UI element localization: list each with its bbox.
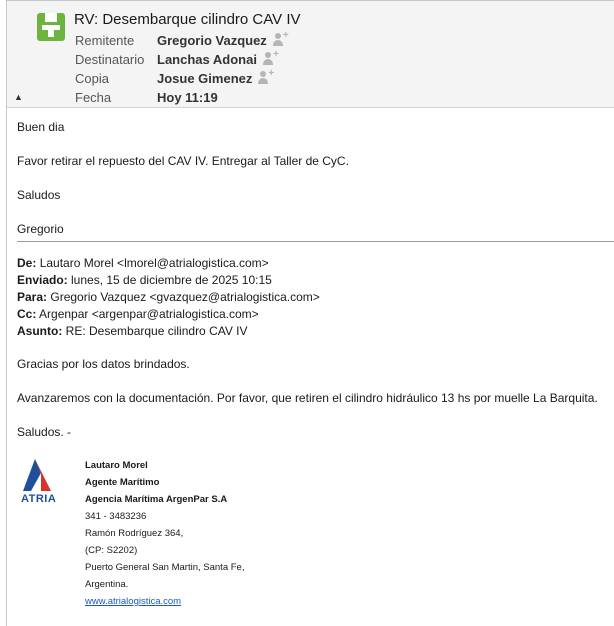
forward-subject-value: RE: Desembarque cilindro CAV IV xyxy=(65,324,248,338)
message-header xyxy=(7,1,614,108)
sig-company: Agencia Marítima ArgenPar S.A xyxy=(85,494,228,505)
add-contact-icon[interactable]: + xyxy=(273,33,291,47)
email-signature xyxy=(17,457,317,617)
header-row-remitente xyxy=(75,31,291,49)
forward-sent: Enviado: lunes, 15 de diciembre de 2025 10:15 xyxy=(17,273,272,287)
message-subject: RV: Desembarque cilindro CAV IV xyxy=(74,11,301,28)
forward-closing: Saludos. - xyxy=(17,425,72,439)
forward-body-line: Avanzaremos con la documentación. Por favor, que retiren el cilindro hidráulico 13 hs por muelle La Barquita. xyxy=(17,391,598,405)
header-row-copia xyxy=(75,69,276,87)
forward-cc: Cc: Argenpar <argenpar@atrialogistica.com> xyxy=(17,307,259,321)
header-row-destinatario xyxy=(75,50,281,68)
sig-phone: 341 - 3483236 xyxy=(85,511,147,522)
forward-cc-value: Argenpar <argenpar@atrialogistica.com> xyxy=(39,307,259,321)
body-line: Favor retirar el repuesto del CAV IV. Entregar al Taller de CyC. xyxy=(17,154,349,168)
field-label: Copia xyxy=(75,70,109,86)
forward-divider xyxy=(17,241,614,242)
add-contact-icon[interactable]: + xyxy=(263,52,281,66)
sig-country: Argentina. xyxy=(85,579,129,590)
logo-text: ATRIA xyxy=(21,493,57,505)
recipient-name[interactable]: Lanchas Adonai xyxy=(157,51,257,67)
forward-to-value: Gregorio Vazquez <gvazquez@atrialogistica.com> xyxy=(50,290,320,304)
forward-subject: Asunto: RE: Desembarque cilindro CAV IV xyxy=(17,324,248,338)
sender-name[interactable]: Gregorio Vazquez xyxy=(157,32,267,48)
website-link[interactable]: www.atrialogistica.com xyxy=(85,596,182,607)
sig-city: Puerto General San Martin, Santa Fe, xyxy=(85,562,245,573)
field-label: Destinatario xyxy=(75,51,145,67)
forward-body-line: Gracias por los datos brindados. xyxy=(17,357,190,371)
sig-name: Lautaro Morel xyxy=(85,460,148,471)
forward-sent-value: lunes, 15 de diciembre de 2025 10:15 xyxy=(71,273,272,287)
sig-role: Agente Marítimo xyxy=(85,477,160,488)
sig-address: Ramón Rodríguez 364, xyxy=(85,528,184,539)
cc-name[interactable]: Josue Gimenez xyxy=(157,70,253,86)
forward-from-value: Lautaro Morel <lmorel@atrialogistica.com> xyxy=(39,256,269,270)
mail-app-icon xyxy=(37,13,65,41)
signature-details xyxy=(85,457,244,610)
greeting: Buen dia xyxy=(17,120,65,134)
message-window xyxy=(6,0,614,626)
field-label: Fecha xyxy=(75,89,112,105)
field-label: Remitente xyxy=(75,32,135,48)
collapse-header-icon[interactable]: ▲ xyxy=(14,92,23,102)
header-row-fecha xyxy=(75,88,218,106)
forward-to: Para: Gregorio Vazquez <gvazquez@atrialogistica.com> xyxy=(17,290,320,304)
forward-from: De: Lautaro Morel <lmorel@atrialogistica.com> xyxy=(17,256,269,270)
date-value: Hoy 11:19 xyxy=(157,89,218,105)
sig-postal: (CP: S2202) xyxy=(85,545,138,556)
add-contact-icon[interactable]: + xyxy=(258,71,276,85)
closing: Saludos xyxy=(17,188,61,202)
signature-name: Gregorio xyxy=(17,222,64,236)
